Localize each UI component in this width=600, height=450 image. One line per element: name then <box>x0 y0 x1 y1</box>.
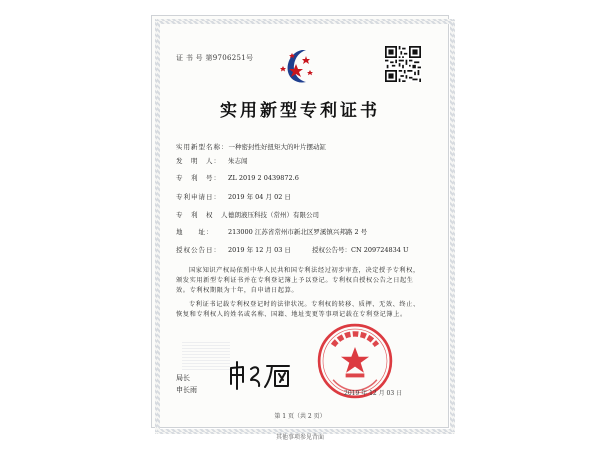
page-number: 第 1 页（共 2 页） <box>274 413 326 420</box>
field-label: 专 利 号： <box>176 174 221 182</box>
field-label: 专 利 权 人： <box>176 211 236 219</box>
legal-status-paragraph: 专利证书记载专利权登记时的法律状况。专利权的转移、质押、无效、终止、恢复和专利权人的姓名或名称、国籍、地址变更等事项记载在专利登记簿上。 <box>176 301 420 318</box>
field-inventor <box>176 156 248 165</box>
field-address <box>176 227 367 236</box>
field-value: CN 209724834 U <box>351 246 409 254</box>
grant-paragraph: 国家知识产权局依照中华人民共和国专利法经过初步审查，决定授予专利权，颁发实用新型专利证书并在专利登记簿上予以登记。专利权自授权公告之日起生效。专利权期限为十年，自申请日起算。 <box>176 267 420 294</box>
field-value: 朱志闯 <box>228 157 248 165</box>
watermark-pattern <box>182 340 230 370</box>
field-label: 授权公告日： <box>176 246 221 254</box>
seal-date: 2019 年 12 月 03 日 <box>344 390 403 397</box>
field-value: 2019 年 04 月 02 日 <box>228 193 291 201</box>
field-label: 发 明 人： <box>176 157 221 165</box>
back-note: 其他事项参见背面 <box>275 434 324 441</box>
patent-office-emblem-icon <box>272 44 324 88</box>
field-application-date <box>176 192 291 201</box>
field-label: 地 址： <box>176 228 214 236</box>
field-value: 德朗液压科技（常州）有限公司 <box>228 211 319 219</box>
field-value: 一种密封性好扭矩大的叶片摆动缸 <box>228 143 326 151</box>
field-utility-model-name <box>176 142 326 151</box>
field-value: 2019 年 12 月 03 日 <box>228 246 291 254</box>
certificate-number: 证 书 号 第9706251号 <box>176 54 254 62</box>
chief-title: 局长 <box>176 374 190 382</box>
field-grant-date <box>176 245 409 254</box>
field-value: ZL 2019 2 0439872.6 <box>228 174 299 182</box>
chief-name: 申长雨 <box>176 386 197 394</box>
field-label: 实用新型名称： <box>176 143 229 151</box>
field-patentee <box>176 210 319 219</box>
handwritten-signature <box>225 358 305 392</box>
chief-block <box>176 372 197 396</box>
field-label: 授权公告号： <box>312 246 351 254</box>
field-patent-number <box>176 173 299 182</box>
certificate-title: 实用新型专利证书 <box>220 101 380 121</box>
field-value: 213000 江苏省常州市新北区罗溪镇兴邦路 2 号 <box>228 228 368 236</box>
qr-code-icon <box>385 46 421 82</box>
field-label: 专利申请日： <box>176 193 221 201</box>
